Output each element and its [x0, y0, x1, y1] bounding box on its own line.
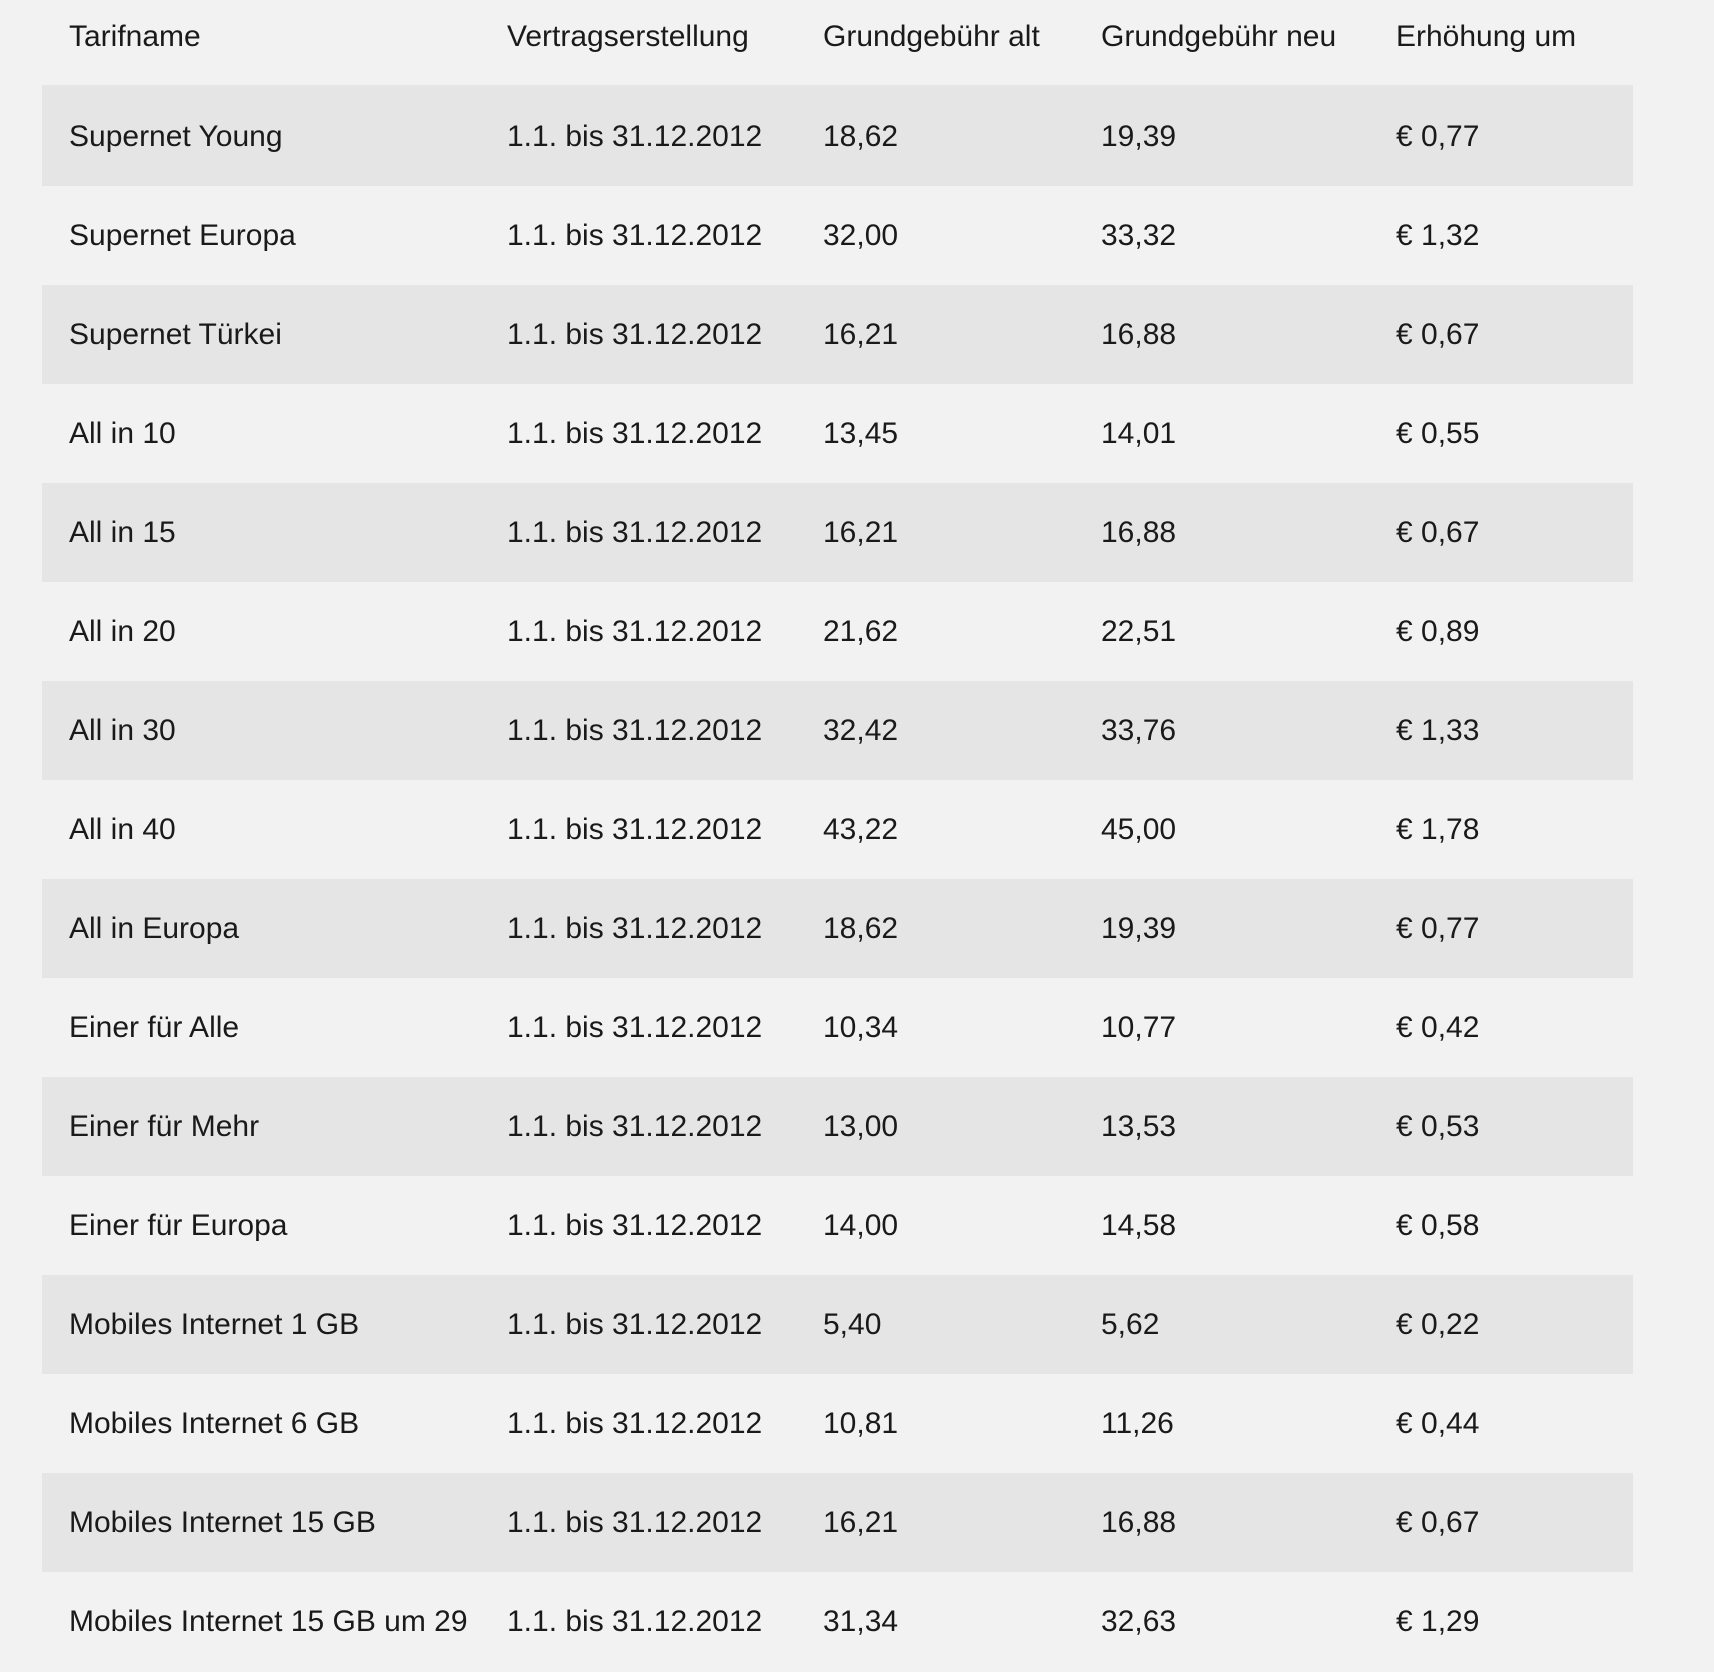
cell-tarifname: Supernet Young	[69, 119, 283, 153]
header-grundgebuehr-alt: Grundgebühr alt	[823, 19, 1040, 53]
cell-tarifname: Einer für Alle	[69, 1010, 240, 1044]
table-row	[42, 681, 1633, 780]
cell-vertragserstellung: 1.1. bis 31.12.2012	[507, 812, 763, 846]
cell-vertragserstellung: 1.1. bis 31.12.2012	[507, 911, 763, 945]
table-row	[42, 384, 1633, 483]
cell-grundgebuehr-alt: 10,81	[823, 1406, 899, 1440]
cell-vertragserstellung: 1.1. bis 31.12.2012	[507, 1010, 763, 1044]
cell-vertragserstellung: 1.1. bis 31.12.2012	[507, 119, 763, 153]
cell-erhoehung: € 1,78	[1396, 812, 1480, 846]
cell-vertragserstellung: 1.1. bis 31.12.2012	[507, 218, 763, 252]
cell-erhoehung: € 0,53	[1396, 1109, 1480, 1143]
cell-erhoehung: € 0,67	[1396, 317, 1480, 351]
header-tarifname: Tarifname	[69, 19, 201, 53]
cell-vertragserstellung: 1.1. bis 31.12.2012	[507, 416, 763, 450]
cell-grundgebuehr-neu: 5,62	[1101, 1307, 1160, 1341]
table-row	[42, 1077, 1633, 1176]
cell-grundgebuehr-neu: 45,00	[1101, 812, 1177, 846]
cell-grundgebuehr-alt: 16,21	[823, 515, 899, 549]
table-row	[42, 285, 1633, 384]
cell-grundgebuehr-neu: 13,53	[1101, 1109, 1177, 1143]
table-body	[42, 87, 1633, 1671]
cell-grundgebuehr-alt: 32,42	[823, 713, 899, 747]
cell-grundgebuehr-alt: 18,62	[823, 911, 899, 945]
header-grundgebuehr-neu: Grundgebühr neu	[1101, 19, 1337, 53]
cell-vertragserstellung: 1.1. bis 31.12.2012	[507, 317, 763, 351]
cell-erhoehung: € 1,33	[1396, 713, 1480, 747]
cell-erhoehung: € 0,55	[1396, 416, 1480, 450]
cell-tarifname: All in 15	[69, 515, 176, 549]
cell-vertragserstellung: 1.1. bis 31.12.2012	[507, 1604, 763, 1638]
cell-grundgebuehr-alt: 43,22	[823, 812, 899, 846]
cell-vertragserstellung: 1.1. bis 31.12.2012	[507, 1307, 763, 1341]
table-row	[42, 879, 1633, 978]
cell-tarifname: Mobiles Internet 15 GB um 29	[69, 1604, 468, 1638]
cell-erhoehung: € 0,67	[1396, 1505, 1480, 1539]
cell-vertragserstellung: 1.1. bis 31.12.2012	[507, 1505, 763, 1539]
cell-vertragserstellung: 1.1. bis 31.12.2012	[507, 1109, 763, 1143]
cell-vertragserstellung: 1.1. bis 31.12.2012	[507, 713, 763, 747]
cell-tarifname: All in 30	[69, 713, 176, 747]
cell-grundgebuehr-alt: 16,21	[823, 1505, 899, 1539]
cell-grundgebuehr-alt: 14,00	[823, 1208, 899, 1242]
cell-tarifname: All in Europa	[69, 911, 240, 945]
tariff-table	[42, 0, 1633, 1671]
header-vertragserstellung: Vertragserstellung	[507, 19, 749, 53]
table-header-row	[42, 0, 1633, 87]
header-erhoehung: Erhöhung um	[1396, 19, 1577, 53]
cell-grundgebuehr-alt: 21,62	[823, 614, 899, 648]
cell-grundgebuehr-alt: 5,40	[823, 1307, 882, 1341]
cell-grundgebuehr-alt: 18,62	[823, 119, 899, 153]
cell-grundgebuehr-neu: 14,01	[1101, 416, 1177, 450]
cell-tarifname: All in 20	[69, 614, 176, 648]
cell-vertragserstellung: 1.1. bis 31.12.2012	[507, 614, 763, 648]
cell-erhoehung: € 1,29	[1396, 1604, 1480, 1638]
table-row	[42, 978, 1633, 1077]
cell-tarifname: Mobiles Internet 6 GB	[69, 1406, 360, 1440]
cell-grundgebuehr-neu: 14,58	[1101, 1208, 1177, 1242]
cell-vertragserstellung: 1.1. bis 31.12.2012	[507, 515, 763, 549]
cell-erhoehung: € 0,67	[1396, 515, 1480, 549]
cell-vertragserstellung: 1.1. bis 31.12.2012	[507, 1208, 763, 1242]
cell-tarifname: Einer für Mehr	[69, 1109, 260, 1143]
table-row	[42, 1572, 1633, 1671]
cell-tarifname: Supernet Türkei	[69, 317, 282, 351]
cell-grundgebuehr-alt: 13,45	[823, 416, 899, 450]
cell-grundgebuehr-neu: 10,77	[1101, 1010, 1177, 1044]
table-row	[42, 582, 1633, 681]
cell-erhoehung: € 0,89	[1396, 614, 1480, 648]
cell-grundgebuehr-alt: 32,00	[823, 218, 899, 252]
cell-tarifname: All in 40	[69, 812, 176, 846]
cell-grundgebuehr-neu: 19,39	[1101, 911, 1177, 945]
table-row	[42, 186, 1633, 285]
table-row	[42, 1275, 1633, 1374]
cell-erhoehung: € 0,44	[1396, 1406, 1480, 1440]
cell-grundgebuehr-neu: 11,26	[1101, 1406, 1174, 1440]
cell-erhoehung: € 1,32	[1396, 218, 1480, 252]
cell-grundgebuehr-neu: 19,39	[1101, 119, 1177, 153]
cell-tarifname: Einer für Europa	[69, 1208, 288, 1242]
table-row	[42, 1473, 1633, 1572]
cell-tarifname: Supernet Europa	[69, 218, 296, 252]
table-row	[42, 1374, 1633, 1473]
cell-grundgebuehr-alt: 16,21	[823, 317, 899, 351]
cell-tarifname: All in 10	[69, 416, 176, 450]
cell-grundgebuehr-neu: 16,88	[1101, 1505, 1177, 1539]
table-row	[42, 483, 1633, 582]
cell-erhoehung: € 0,77	[1396, 119, 1480, 153]
table-row	[42, 87, 1633, 186]
table-row	[42, 1176, 1633, 1275]
cell-grundgebuehr-alt: 13,00	[823, 1109, 899, 1143]
cell-grundgebuehr-alt: 10,34	[823, 1010, 899, 1044]
cell-tarifname: Mobiles Internet 1 GB	[69, 1307, 360, 1341]
cell-grundgebuehr-neu: 16,88	[1101, 515, 1177, 549]
cell-tarifname: Mobiles Internet 15 GB	[69, 1505, 376, 1539]
cell-grundgebuehr-neu: 32,63	[1101, 1604, 1177, 1638]
table-row	[42, 780, 1633, 879]
cell-grundgebuehr-alt: 31,34	[823, 1604, 899, 1638]
cell-grundgebuehr-neu: 33,76	[1101, 713, 1177, 747]
cell-grundgebuehr-neu: 22,51	[1101, 614, 1177, 648]
cell-grundgebuehr-neu: 16,88	[1101, 317, 1177, 351]
cell-grundgebuehr-neu: 33,32	[1101, 218, 1177, 252]
cell-erhoehung: € 0,77	[1396, 911, 1480, 945]
cell-erhoehung: € 0,58	[1396, 1208, 1480, 1242]
cell-vertragserstellung: 1.1. bis 31.12.2012	[507, 1406, 763, 1440]
cell-erhoehung: € 0,42	[1396, 1010, 1480, 1044]
cell-erhoehung: € 0,22	[1396, 1307, 1480, 1341]
